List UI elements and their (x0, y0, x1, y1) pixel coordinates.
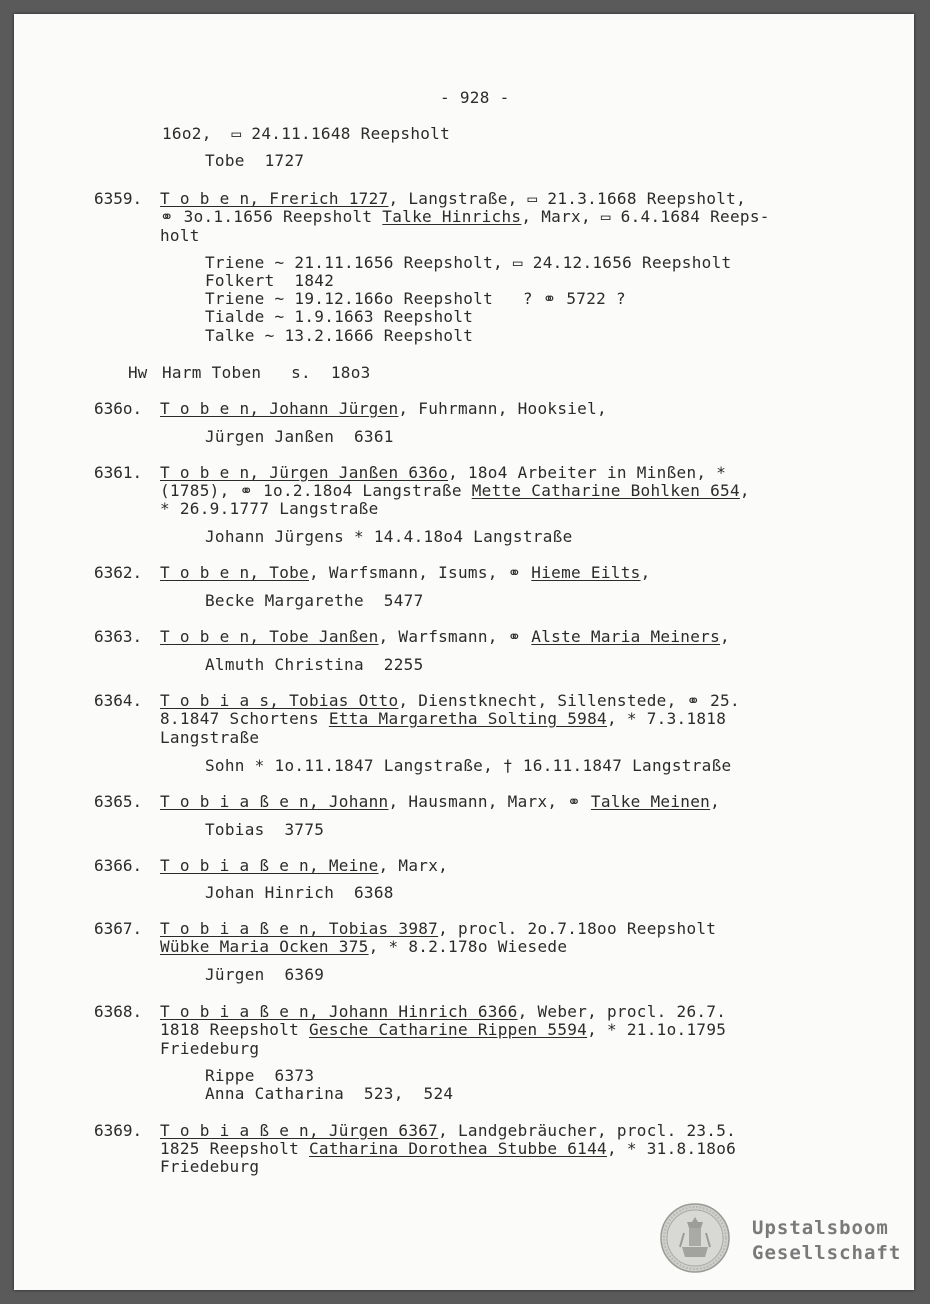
underlined-name: T o b e n, Tobe (160, 563, 309, 582)
text-segment: Anna Catharina 523, 524 (205, 1084, 454, 1103)
text-segment: , * 21.1o.1795 (587, 1020, 727, 1039)
text-line (205, 327, 473, 345)
text-line (205, 592, 424, 610)
entry-number: 6367. (94, 919, 143, 938)
underlined-name: T o b i a ß e n, Johann (160, 792, 389, 811)
text-line (160, 482, 750, 500)
text-line (160, 692, 740, 710)
text-segment: 1825 Reepsholt (160, 1139, 309, 1158)
underlined-name: T o b i a ß e n, Meine (160, 856, 379, 875)
text-line (205, 528, 573, 546)
text-segment: Triene ~ 21.11.1656 Reepsholt, ▭ 24.12.1656 Reepsholt (205, 253, 732, 272)
text-line (160, 920, 716, 938)
text-line (205, 308, 473, 326)
entry-number: 6368. (94, 1002, 143, 1021)
page-number: - 928 - (440, 88, 510, 107)
text-segment: Jürgen 6369 (205, 965, 325, 984)
text-line (160, 938, 567, 956)
text-line (205, 1085, 453, 1103)
text-line (160, 1040, 259, 1058)
entry-number: 6362. (94, 563, 143, 582)
text-line (160, 710, 726, 728)
text-segment: , Fuhrmann, Hooksiel, (398, 399, 607, 418)
text-line (160, 1003, 726, 1021)
text-line (205, 152, 304, 170)
text-segment: Triene ~ 19.12.166o Reepsholt ? ⚭ 5722 ? (205, 289, 626, 308)
text-segment: , Marx, (378, 856, 449, 875)
text-segment: , * 31.8.18o6 (606, 1139, 737, 1158)
text-segment: Talke ~ 13.2.1666 Reepsholt (205, 326, 474, 345)
text-segment: holt (160, 226, 200, 245)
underlined-name: Mette Catharine Bohlken 654 (471, 481, 740, 500)
text-segment: ⚭ 3o.1.1656 Reepsholt (160, 207, 383, 226)
text-line (160, 1140, 736, 1158)
text-segment: Tobe 1727 (205, 151, 305, 170)
text-segment: (1785), ⚭ 1o.2.18o4 Langstraße (160, 481, 472, 500)
text-segment: , procl. 2o.7.18oo Reepsholt (438, 919, 717, 938)
text-segment: , (710, 792, 721, 811)
text-segment: Johann Jürgens * 14.4.18o4 Langstraße (205, 527, 573, 546)
text-segment: , Langstraße, ▭ 21.3.1668 Reepsholt, (388, 189, 747, 208)
underlined-name: T o b i a s, Tobias Otto (160, 691, 399, 710)
entry-number: 636o. (94, 399, 143, 418)
text-segment: , (720, 627, 730, 646)
text-line (160, 400, 607, 418)
text-segment: Harm Toben s. 18o3 (162, 363, 371, 382)
text-segment: Jürgen Janßen 6361 (205, 427, 394, 446)
underlined-name: T o b e n, Tobe Janßen (160, 627, 379, 646)
logo-line-2: Gesellschaft (752, 1242, 902, 1264)
text-line (205, 1067, 314, 1085)
underlined-name: Catharina Dorothea Stubbe 6144 (309, 1139, 607, 1158)
text-segment: Becke Margarethe 5477 (205, 591, 424, 610)
seal-logo-icon (660, 1203, 730, 1273)
entry-number: 6365. (94, 792, 143, 811)
text-line (160, 793, 720, 811)
text-segment: 16o2, ▭ 24.11.1648 Reepsholt (162, 124, 451, 143)
text-line (205, 884, 394, 902)
text-line (160, 208, 770, 226)
text-segment: , Warfsmann, ⚭ (378, 627, 532, 646)
underlined-name: Hieme Eilts (531, 563, 641, 582)
entry-number: 6369. (94, 1121, 143, 1140)
text-segment: , * 8.2.178o Wiesede (368, 937, 568, 956)
text-line (162, 364, 371, 382)
text-segment: , 18o4 Arbeiter in Minßen, * (448, 463, 727, 482)
text-line (160, 1158, 259, 1176)
text-line (160, 564, 651, 582)
underlined-name: Wübke Maria Ocken 375 (160, 937, 369, 956)
text-segment: , Dienstknecht, Sillenstede, ⚭ 25. (398, 691, 740, 710)
text-segment: , * 7.3.1818 (606, 709, 727, 728)
text-line (205, 254, 731, 272)
text-line (205, 757, 731, 775)
text-line (205, 428, 394, 446)
underlined-name: Alste Maria Meiners (531, 627, 721, 646)
underlined-name: T o b i a ß e n, Tobias 3987 (160, 919, 439, 938)
entry-number: 6366. (94, 856, 143, 875)
text-line (162, 125, 450, 143)
entry-number: 6361. (94, 463, 143, 482)
underlined-name: Talke Meinen (590, 792, 711, 811)
text-line (160, 628, 730, 646)
text-segment: 8.1847 Schortens (160, 709, 329, 728)
text-segment: , (739, 481, 750, 500)
text-segment: Friedeburg (160, 1039, 260, 1058)
text-segment: Rippe 6373 (205, 1066, 315, 1085)
text-line (205, 272, 334, 290)
entry-number: 6364. (94, 691, 143, 710)
text-line (205, 966, 324, 984)
text-line (160, 729, 259, 747)
text-line (160, 1021, 726, 1039)
text-segment: Almuth Christina 2255 (205, 655, 424, 674)
text-line (160, 1122, 736, 1140)
text-segment: Folkert 1842 (205, 271, 335, 290)
text-segment: , Landgebräucher, procl. 23.5. (438, 1121, 737, 1140)
underlined-name: Etta Margaretha Solting 5984 (328, 709, 607, 728)
underlined-name: T o b e n, Jürgen Janßen 636o (160, 463, 449, 482)
text-segment: Langstraße (160, 728, 260, 747)
underlined-name: Talke Hinrichs (382, 207, 522, 226)
text-line (160, 464, 726, 482)
text-line (160, 857, 448, 875)
text-segment: Tialde ~ 1.9.1663 Reepsholt (205, 307, 474, 326)
entry-number: 6363. (94, 627, 143, 646)
text-line (160, 190, 746, 208)
text-segment: Tobias 3775 (205, 820, 325, 839)
text-segment: , Hausmann, Marx, ⚭ (388, 792, 591, 811)
text-segment: , Warfsmann, Isums, ⚭ (309, 563, 532, 582)
text-segment: Sohn * 1o.11.1847 Langstraße, † 16.11.1847 Langstraße (205, 756, 732, 775)
entry-number: 6359. (94, 189, 143, 208)
text-line (205, 821, 324, 839)
text-segment: , Marx, ▭ 6.4.1684 Reeps- (521, 207, 770, 226)
text-line (160, 227, 200, 245)
text-segment: Friedeburg (160, 1157, 260, 1176)
text-line (205, 290, 626, 308)
underlined-name: T o b e n, Frerich 1727 (160, 189, 389, 208)
text-segment: , Weber, procl. 26.7. (517, 1002, 727, 1021)
underlined-name: Gesche Catharine Rippen 5594 (309, 1020, 588, 1039)
text-line (160, 500, 379, 518)
entry-number: Hw (128, 363, 148, 382)
text-segment: * 26.9.1777 Langstraße (160, 499, 379, 518)
underlined-name: T o b i a ß e n, Jürgen 6367 (160, 1121, 439, 1140)
text-line (205, 656, 424, 674)
text-segment: , (640, 563, 651, 582)
underlined-name: T o b i a ß e n, Johann Hinrich 6366 (160, 1002, 518, 1021)
underlined-name: T o b e n, Johann Jürgen (160, 399, 399, 418)
text-segment: 1818 Reepsholt (160, 1020, 309, 1039)
publisher-logo-text (752, 1216, 901, 1266)
logo-line-1: Upstalsboom (752, 1217, 889, 1239)
text-segment: Johan Hinrich 6368 (205, 883, 394, 902)
